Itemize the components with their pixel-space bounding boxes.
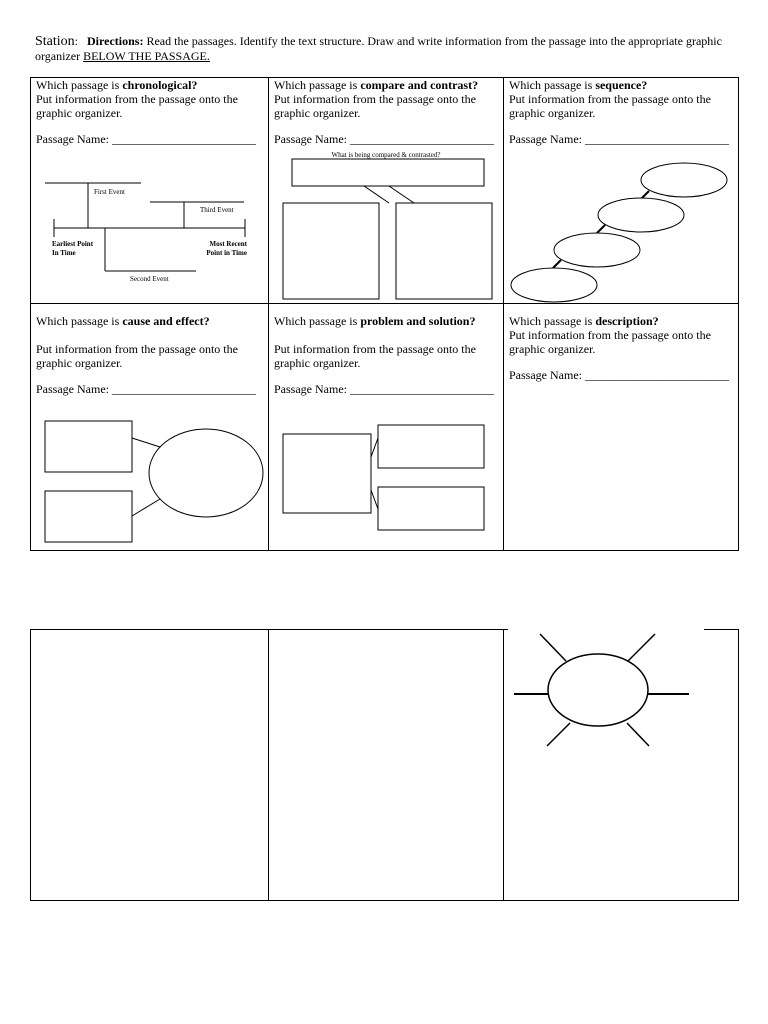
- question-text: Which passage is description?: [509, 314, 659, 328]
- structure-name: chronological?: [122, 78, 198, 92]
- instruction-line: graphic organizer.: [274, 106, 361, 120]
- sequence-step-3: [598, 198, 684, 232]
- passage-name-field[interactable]: Passage Name: ________________________: [36, 132, 256, 146]
- cell-compare-contrast: [274, 78, 501, 303]
- passage-name-field[interactable]: Passage Name: ________________________: [274, 382, 494, 396]
- recent-label: Point in Time: [206, 249, 247, 257]
- question-text: Which passage is compare and contrast?: [274, 78, 479, 92]
- cell-description: [509, 314, 737, 550]
- question-text: Which passage is problem and solution?: [274, 314, 476, 328]
- timeline-organizer: [36, 173, 266, 293]
- question-text: Which passage is cause and effect?: [36, 314, 210, 328]
- earliest-label: Earliest Point: [52, 240, 94, 248]
- station-label: Station: [35, 34, 75, 49]
- question-text: Which passage is sequence?: [509, 78, 648, 92]
- compare-left-box: [283, 203, 379, 299]
- cell-problem-solution: [274, 314, 501, 550]
- effect-oval: [149, 429, 263, 517]
- problem-solution-organizer: [274, 414, 501, 550]
- structure-name: problem and solution?: [360, 314, 476, 328]
- grid-divider: [31, 303, 738, 304]
- directions-label: Directions:: [87, 34, 144, 48]
- sequence-organizer: [509, 158, 737, 303]
- solution-box-2: [378, 487, 484, 530]
- second-event-label: Second Event: [130, 275, 169, 283]
- organizer-grid: [30, 77, 739, 551]
- compare-right-box: [396, 203, 492, 299]
- passage-name-field[interactable]: Passage Name: ________________________: [274, 132, 494, 146]
- instruction-line: Put information from the passage onto the: [36, 342, 238, 356]
- instruction-line: Put information from the passage onto the: [509, 92, 711, 106]
- recent-label: Most Recent: [209, 240, 247, 248]
- drawing-area-1[interactable]: [34, 630, 266, 900]
- compare-contrast-organizer: [274, 148, 501, 300]
- instruction-line: graphic organizer.: [274, 356, 361, 370]
- structure-name: cause and effect?: [122, 314, 210, 328]
- structure-name: sequence?: [595, 78, 648, 92]
- directions-header: [35, 34, 745, 63]
- instruction-line: Put information from the passage onto the: [509, 328, 711, 342]
- instruction-line: graphic organizer.: [509, 106, 596, 120]
- compare-topic-label: What is being compared & contrasted?: [331, 151, 441, 159]
- drawing-grid: [30, 629, 739, 901]
- passage-name-field[interactable]: Passage Name: ________________________: [509, 368, 729, 382]
- instruction-line: graphic organizer.: [509, 342, 596, 356]
- passage-name-field[interactable]: Passage Name: ________________________: [36, 382, 256, 396]
- compare-topic-box: [292, 159, 484, 186]
- directions-text: Read the passages. Identify the text structure. Draw and write information from the passage into the appropriate graphic organizer: [35, 34, 722, 63]
- earliest-label: In Time: [52, 249, 76, 257]
- question-text: Which passage is chronological?: [36, 78, 198, 92]
- sequence-step-4: [641, 163, 727, 197]
- cause-box-2: [45, 491, 132, 542]
- instruction-line: graphic organizer.: [36, 106, 123, 120]
- grid-divider: [268, 630, 269, 900]
- below-passage-text: BELOW THE PASSAGE.: [83, 49, 210, 63]
- structure-name: description?: [595, 314, 659, 328]
- passage-name-field[interactable]: Passage Name: ________________________: [509, 132, 729, 146]
- problem-box: [283, 434, 371, 513]
- instruction-line: Put information from the passage onto the: [274, 342, 476, 356]
- first-event-label: First Event: [94, 188, 125, 196]
- drawing-area-2[interactable]: [272, 630, 510, 900]
- cell-chronological: [36, 78, 266, 303]
- station-colon: :: [74, 34, 79, 48]
- instruction-line: Put information from the passage onto the: [36, 92, 238, 106]
- grid-divider: [268, 78, 269, 550]
- description-web-organizer: [504, 628, 738, 900]
- cell-cause-effect: [36, 314, 266, 550]
- instruction-line: graphic organizer.: [36, 356, 123, 370]
- grid-divider: [503, 78, 504, 550]
- cause-box-1: [45, 421, 132, 472]
- sequence-step-2: [554, 233, 640, 267]
- sequence-step-1: [511, 268, 597, 302]
- solution-box-1: [378, 425, 484, 468]
- cause-effect-organizer: [36, 414, 266, 550]
- third-event-label: Third Event: [200, 206, 234, 214]
- structure-name: compare and contrast?: [360, 78, 479, 92]
- description-center-oval: [548, 654, 648, 726]
- cell-sequence: [509, 78, 737, 303]
- instruction-line: Put information from the passage onto the: [274, 92, 476, 106]
